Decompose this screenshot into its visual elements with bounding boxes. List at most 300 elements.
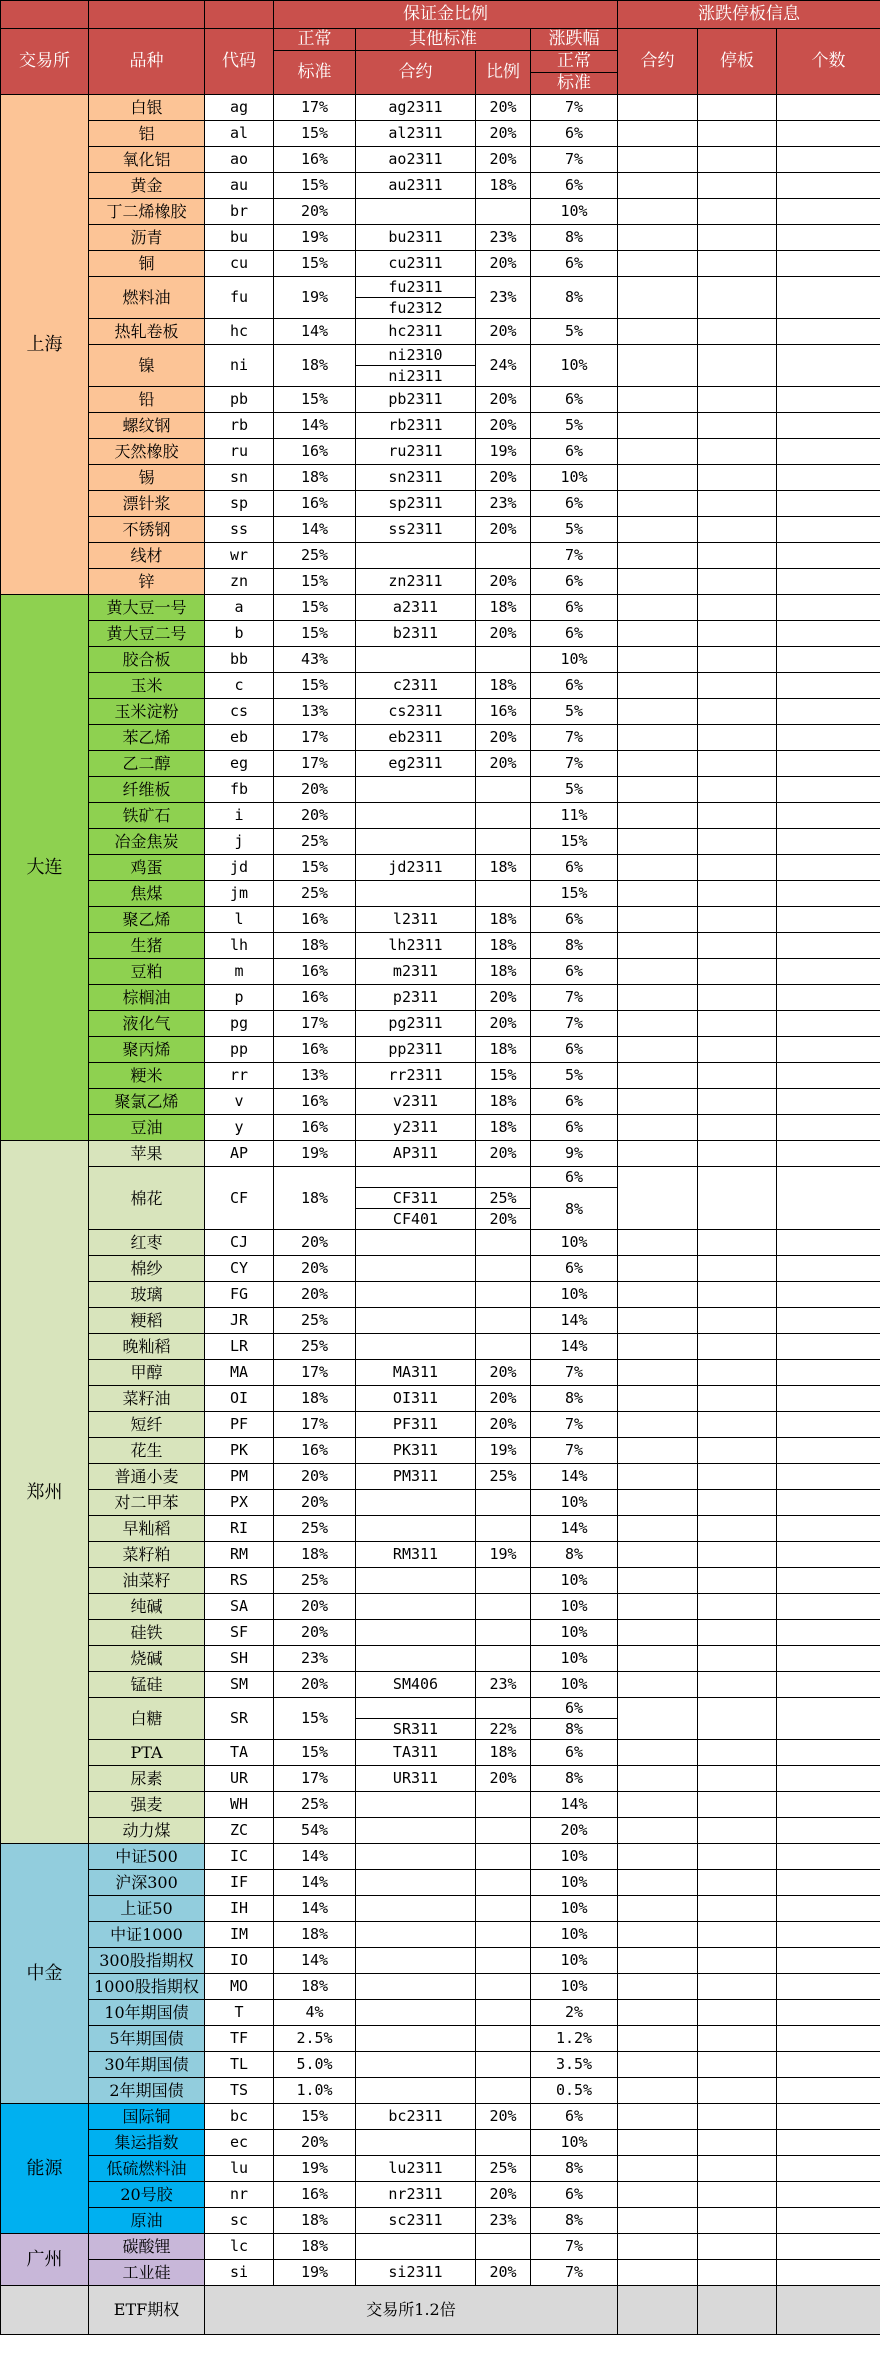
etf-info-halt-cell — [698, 2286, 777, 2335]
contract-cell: p2311 — [356, 985, 476, 1011]
info-halt-cell — [698, 173, 777, 199]
product-code-cell: ec — [205, 2130, 274, 2156]
ratio-cell: 18% — [476, 1089, 531, 1115]
table-row — [1, 543, 880, 569]
info-halt-cell — [698, 2130, 777, 2156]
margin-cell: 20% — [274, 2130, 356, 2156]
contract-cell — [356, 881, 476, 907]
contract-cell — [356, 199, 476, 225]
product-name-cell: 纤维板 — [89, 777, 205, 803]
limit-cell: 6% — [531, 959, 618, 985]
table-row — [1, 439, 880, 465]
info-contract-cell — [618, 1334, 698, 1360]
margin-cell: 16% — [274, 2182, 356, 2208]
margin-cell: 18% — [274, 933, 356, 959]
limit-cell: 10% — [531, 1672, 618, 1698]
info-count-cell — [777, 1490, 880, 1516]
limit-cell: 7% — [531, 725, 618, 751]
product-code-cell: SR — [205, 1698, 274, 1740]
info-halt-cell — [698, 1818, 777, 1844]
info-contract-cell — [618, 2130, 698, 2156]
info-count-cell — [777, 959, 880, 985]
product-name-cell: 1000股指期权 — [89, 1974, 205, 2000]
info-contract-cell — [618, 1542, 698, 1568]
product-name-cell: 氧化铝 — [89, 147, 205, 173]
ratio-cell: 23% — [476, 2208, 531, 2234]
product-code-cell: bu — [205, 225, 274, 251]
exchange-cell: 上海 — [1, 95, 89, 595]
ratio-cell: 18% — [476, 1037, 531, 1063]
limit-cell: 8% — [531, 225, 618, 251]
info-halt-cell — [698, 2052, 777, 2078]
margin-cell: 13% — [274, 1063, 356, 1089]
limit-cell: 8% — [531, 2208, 618, 2234]
product-name-cell: 锌 — [89, 569, 205, 595]
product-code-cell: MA — [205, 1360, 274, 1386]
ratio-cell: 18% — [476, 907, 531, 933]
product-name-cell: 铅 — [89, 387, 205, 413]
contract-cell: OI311 — [356, 1386, 476, 1412]
margin-cell: 14% — [274, 319, 356, 345]
margin-cell: 14% — [274, 1870, 356, 1896]
contract-cell: pg2311 — [356, 1011, 476, 1037]
product-code-cell: ao — [205, 147, 274, 173]
info-count-cell — [777, 2026, 880, 2052]
info-contract-cell — [618, 1792, 698, 1818]
limit-cell: 10% — [531, 1844, 618, 1870]
limit-cell: 10% — [531, 2130, 618, 2156]
contract-cell: TA311 — [356, 1740, 476, 1766]
info-count-cell — [777, 1568, 880, 1594]
contract-cell: si2311 — [356, 2260, 476, 2286]
product-code-cell: y — [205, 1115, 274, 1141]
info-count-cell — [777, 1792, 880, 1818]
etf-label-cell: ETF期权 — [89, 2286, 205, 2335]
info-halt-cell — [698, 1896, 777, 1922]
info-halt-cell — [698, 1740, 777, 1766]
table-row — [1, 1948, 880, 1974]
table-row — [1, 413, 880, 439]
info-contract-cell — [618, 439, 698, 465]
product-code-cell: v — [205, 1089, 274, 1115]
margin-cell: 25% — [274, 829, 356, 855]
contract-cell: ni2310 — [356, 345, 476, 366]
ratio-cell: 19% — [476, 439, 531, 465]
contract-cell: jd2311 — [356, 855, 476, 881]
ratio-cell: 25% — [476, 2156, 531, 2182]
info-halt-cell — [698, 569, 777, 595]
table-row — [1, 1568, 880, 1594]
info-halt-cell — [698, 2078, 777, 2104]
info-contract-cell — [618, 1698, 698, 1740]
info-contract-cell — [618, 595, 698, 621]
info-halt-cell — [698, 1063, 777, 1089]
limit-cell: 6% — [531, 1089, 618, 1115]
info-count-cell — [777, 2104, 880, 2130]
info-halt-cell — [698, 2182, 777, 2208]
product-name-cell: 白银 — [89, 95, 205, 121]
product-code-cell: sn — [205, 465, 274, 491]
info-count-cell — [777, 1412, 880, 1438]
limit-cell: 10% — [531, 1974, 618, 2000]
etf-row — [1, 2286, 880, 2335]
info-contract-cell — [618, 777, 698, 803]
ratio-cell — [476, 2130, 531, 2156]
product-name-cell: 豆粕 — [89, 959, 205, 985]
info-count-cell — [777, 225, 880, 251]
info-contract-cell — [618, 199, 698, 225]
contract-cell: b2311 — [356, 621, 476, 647]
margin-cell: 15% — [274, 387, 356, 413]
info-halt-cell — [698, 699, 777, 725]
margin-cell: 16% — [274, 1089, 356, 1115]
info-contract-cell — [618, 1594, 698, 1620]
info-count-cell — [777, 251, 880, 277]
product-name-cell: 粳米 — [89, 1063, 205, 1089]
product-name-cell: 冶金焦炭 — [89, 829, 205, 855]
exchange-cell: 广州 — [1, 2234, 89, 2286]
contract-cell: RM311 — [356, 1542, 476, 1568]
product-code-cell: c — [205, 673, 274, 699]
ratio-cell: 18% — [476, 855, 531, 881]
table-row — [1, 907, 880, 933]
product-code-cell: fu — [205, 277, 274, 319]
limit-normal-header-top: 正常 — [531, 51, 618, 73]
info-halt-cell — [698, 2208, 777, 2234]
limit-cell: 6% — [531, 673, 618, 699]
info-count-cell — [777, 673, 880, 699]
margin-cell: 1.0% — [274, 2078, 356, 2104]
info-contract-cell — [618, 319, 698, 345]
info-count-cell — [777, 1818, 880, 1844]
margin-cell: 4% — [274, 2000, 356, 2026]
ratio-cell — [476, 1870, 531, 1896]
table-row — [1, 147, 880, 173]
info-contract-cell — [618, 673, 698, 699]
contract-cell: ni2311 — [356, 366, 476, 387]
info-contract-cell — [618, 829, 698, 855]
margin-cell: 16% — [274, 147, 356, 173]
product-name-cell: 漂针浆 — [89, 491, 205, 517]
margin-cell: 15% — [274, 1740, 356, 1766]
contract-cell: rb2311 — [356, 413, 476, 439]
product-name-cell: 乙二醇 — [89, 751, 205, 777]
table-row — [1, 933, 880, 959]
ratio-cell — [476, 1308, 531, 1334]
info-contract-cell — [618, 1282, 698, 1308]
product-name-cell: 中证1000 — [89, 1922, 205, 1948]
info-halt-cell — [698, 1464, 777, 1490]
ratio-cell — [476, 1490, 531, 1516]
exchange-header: 交易所 — [1, 29, 89, 95]
contract-cell — [356, 2234, 476, 2260]
margin-cell: 17% — [274, 725, 356, 751]
limit-cell: 8% — [531, 1188, 618, 1230]
info-contract-cell — [618, 1089, 698, 1115]
info-count-cell — [777, 2208, 880, 2234]
ratio-cell — [476, 829, 531, 855]
table-row — [1, 1360, 880, 1386]
product-name-cell: 黄大豆二号 — [89, 621, 205, 647]
info-count-cell — [777, 173, 880, 199]
margin-cell: 20% — [274, 1464, 356, 1490]
info-halt-cell — [698, 543, 777, 569]
limit-cell: 10% — [531, 647, 618, 673]
table-row — [1, 491, 880, 517]
contract-cell: PK311 — [356, 1438, 476, 1464]
info-count-cell — [777, 595, 880, 621]
ratio-cell: 20% — [476, 387, 531, 413]
product-code-cell: CY — [205, 1256, 274, 1282]
limit-cell: 8% — [531, 277, 618, 319]
contract-cell: hc2311 — [356, 319, 476, 345]
ratio-cell: 20% — [476, 1360, 531, 1386]
limit-cell: 10% — [531, 199, 618, 225]
product-code-cell: lu — [205, 2156, 274, 2182]
margin-cell: 54% — [274, 1818, 356, 1844]
ratio-cell: 20% — [476, 1386, 531, 1412]
table-row — [1, 1438, 880, 1464]
table-row — [1, 2234, 880, 2260]
info-contract-cell — [618, 1412, 698, 1438]
product-code-cell: pg — [205, 1011, 274, 1037]
ratio-cell — [476, 1698, 531, 1719]
product-code-cell: hc — [205, 319, 274, 345]
limit-cell: 1.2% — [531, 2026, 618, 2052]
product-name-cell: 沥青 — [89, 225, 205, 251]
table-row — [1, 1334, 880, 1360]
info-contract-cell — [618, 2078, 698, 2104]
table-row — [1, 1922, 880, 1948]
contract-cell: sn2311 — [356, 465, 476, 491]
info-count-cell — [777, 277, 880, 319]
limit-cell: 7% — [531, 2260, 618, 2286]
info-count-cell — [777, 1230, 880, 1256]
info-count-cell — [777, 647, 880, 673]
product-code-cell: OI — [205, 1386, 274, 1412]
contract-cell — [356, 1230, 476, 1256]
info-halt-cell — [698, 1115, 777, 1141]
contract-cell — [356, 1490, 476, 1516]
info-contract-cell — [618, 1740, 698, 1766]
product-name-cell: 低硫燃料油 — [89, 2156, 205, 2182]
limit-cell: 7% — [531, 1360, 618, 1386]
ratio-cell: 18% — [476, 933, 531, 959]
info-contract-cell — [618, 621, 698, 647]
contract-cell — [356, 829, 476, 855]
table-body — [1, 95, 880, 2335]
product-name-cell: 沪深300 — [89, 1870, 205, 1896]
info-halt-cell — [698, 387, 777, 413]
ratio-cell: 20% — [476, 621, 531, 647]
table-row — [1, 2104, 880, 2130]
info-count-cell — [777, 1740, 880, 1766]
info-halt-cell — [698, 225, 777, 251]
product-name-cell: 铁矿石 — [89, 803, 205, 829]
table-row — [1, 803, 880, 829]
info-halt-cell — [698, 1438, 777, 1464]
info-count-cell — [777, 1089, 880, 1115]
info-contract-cell — [618, 1037, 698, 1063]
info-count-cell — [777, 1334, 880, 1360]
limit-cell: 7% — [531, 147, 618, 173]
table-row — [1, 673, 880, 699]
margin-cell: 14% — [274, 1896, 356, 1922]
ratio-cell: 20% — [476, 465, 531, 491]
code-header: 代码 — [205, 29, 274, 95]
ratio-cell: 20% — [476, 319, 531, 345]
product-name-cell: 苯乙烯 — [89, 725, 205, 751]
contract-cell — [356, 647, 476, 673]
contract-cell: sc2311 — [356, 2208, 476, 2234]
info-contract-cell — [618, 881, 698, 907]
table-row — [1, 1037, 880, 1063]
product-name-cell: 烧碱 — [89, 1646, 205, 1672]
table-row — [1, 387, 880, 413]
product-name-cell: 热轧卷板 — [89, 319, 205, 345]
ratio-cell: 23% — [476, 225, 531, 251]
limit-cell: 7% — [531, 1011, 618, 1037]
contract-cell — [356, 1870, 476, 1896]
table-row — [1, 251, 880, 277]
product-code-cell: SA — [205, 1594, 274, 1620]
limit-cell: 10% — [531, 1870, 618, 1896]
ratio-cell: 20% — [476, 985, 531, 1011]
ratio-cell — [476, 1818, 531, 1844]
limit-cell: 6% — [531, 569, 618, 595]
contract-cell: al2311 — [356, 121, 476, 147]
info-halt-cell — [698, 1141, 777, 1167]
contract-cell — [356, 1516, 476, 1542]
ratio-cell: 20% — [476, 1209, 531, 1230]
margin-cell: 25% — [274, 1334, 356, 1360]
margin-cell: 15% — [274, 1698, 356, 1740]
table-row — [1, 121, 880, 147]
info-halt-cell — [698, 1230, 777, 1256]
product-name-cell: 晚籼稻 — [89, 1334, 205, 1360]
contract-cell: PF311 — [356, 1412, 476, 1438]
table-row — [1, 2260, 880, 2286]
product-code-cell: zn — [205, 569, 274, 595]
info-count-cell — [777, 1646, 880, 1672]
info-contract-cell — [618, 855, 698, 881]
table-row — [1, 1672, 880, 1698]
table-row — [1, 1792, 880, 1818]
info-halt-cell — [698, 1974, 777, 2000]
limit-cell: 10% — [531, 1594, 618, 1620]
product-code-cell: i — [205, 803, 274, 829]
contract-cell: lu2311 — [356, 2156, 476, 2182]
product-code-cell: MO — [205, 1974, 274, 2000]
margin-cell: 17% — [274, 751, 356, 777]
info-count-cell — [777, 1167, 880, 1230]
info-contract-cell — [618, 251, 698, 277]
info-halt-cell — [698, 1922, 777, 1948]
product-name-cell: 强麦 — [89, 1792, 205, 1818]
ratio-cell: 20% — [476, 1011, 531, 1037]
product-code-cell: RS — [205, 1568, 274, 1594]
product-code-cell: fb — [205, 777, 274, 803]
limit-cell: 6% — [531, 173, 618, 199]
etf-note-cell: 交易所1.2倍 — [205, 2286, 618, 2335]
product-code-cell: IC — [205, 1844, 274, 1870]
info-halt-cell — [698, 277, 777, 319]
product-code-cell: rb — [205, 413, 274, 439]
table-row — [1, 1870, 880, 1896]
product-name-cell: 粳稻 — [89, 1308, 205, 1334]
product-name-cell: 黄大豆一号 — [89, 595, 205, 621]
info-halt-cell — [698, 1568, 777, 1594]
info-contract-cell — [618, 699, 698, 725]
product-name-cell: 白糖 — [89, 1698, 205, 1740]
contract-cell: ao2311 — [356, 147, 476, 173]
info-count-cell — [777, 881, 880, 907]
limit-cell: 3.5% — [531, 2052, 618, 2078]
info-halt-header: 停板 — [698, 29, 777, 95]
limit-cell: 6% — [531, 387, 618, 413]
limit-cell: 5% — [531, 319, 618, 345]
ratio-cell — [476, 1844, 531, 1870]
limit-cell: 6% — [531, 1698, 618, 1719]
product-code-cell: j — [205, 829, 274, 855]
contract-cell: SM406 — [356, 1672, 476, 1698]
info-halt-cell — [698, 959, 777, 985]
ratio-cell: 20% — [476, 147, 531, 173]
exchange-cell: 中金 — [1, 1844, 89, 2104]
info-count-cell — [777, 1896, 880, 1922]
limit-cell: 7% — [531, 985, 618, 1011]
product-code-cell: eg — [205, 751, 274, 777]
margin-cell: 19% — [274, 2156, 356, 2182]
limit-cell: 6% — [531, 2104, 618, 2130]
table-row — [1, 2156, 880, 2182]
limit-cell: 6% — [531, 121, 618, 147]
info-contract-cell — [618, 2260, 698, 2286]
contract-cell: a2311 — [356, 595, 476, 621]
product-name-cell: 中证500 — [89, 1844, 205, 1870]
product-code-cell: TS — [205, 2078, 274, 2104]
info-contract-cell — [618, 1818, 698, 1844]
product-code-cell: PK — [205, 1438, 274, 1464]
info-count-cell — [777, 933, 880, 959]
info-halt-cell — [698, 1792, 777, 1818]
info-halt-cell — [698, 855, 777, 881]
product-code-cell: cs — [205, 699, 274, 725]
table-row — [1, 1740, 880, 1766]
margin-cell: 23% — [274, 1646, 356, 1672]
info-halt-cell — [698, 751, 777, 777]
product-name-cell: 硅铁 — [89, 1620, 205, 1646]
table-row — [1, 985, 880, 1011]
ratio-cell — [476, 1974, 531, 2000]
product-name-cell: 聚乙烯 — [89, 907, 205, 933]
margin-cell: 20% — [274, 1230, 356, 1256]
info-halt-cell — [698, 933, 777, 959]
limit-cell: 14% — [531, 1308, 618, 1334]
ratio-cell: 20% — [476, 2182, 531, 2208]
table-row — [1, 1282, 880, 1308]
product-name-cell: 普通小麦 — [89, 1464, 205, 1490]
info-halt-cell — [698, 1412, 777, 1438]
limit-group-header: 涨跌幅 — [531, 29, 618, 51]
contract-cell — [356, 2052, 476, 2078]
limit-cell: 8% — [531, 2156, 618, 2182]
table-row — [1, 1308, 880, 1334]
contract-cell: sp2311 — [356, 491, 476, 517]
info-contract-cell — [618, 1896, 698, 1922]
margin-cell: 18% — [274, 1167, 356, 1230]
info-contract-header: 合约 — [618, 29, 698, 95]
